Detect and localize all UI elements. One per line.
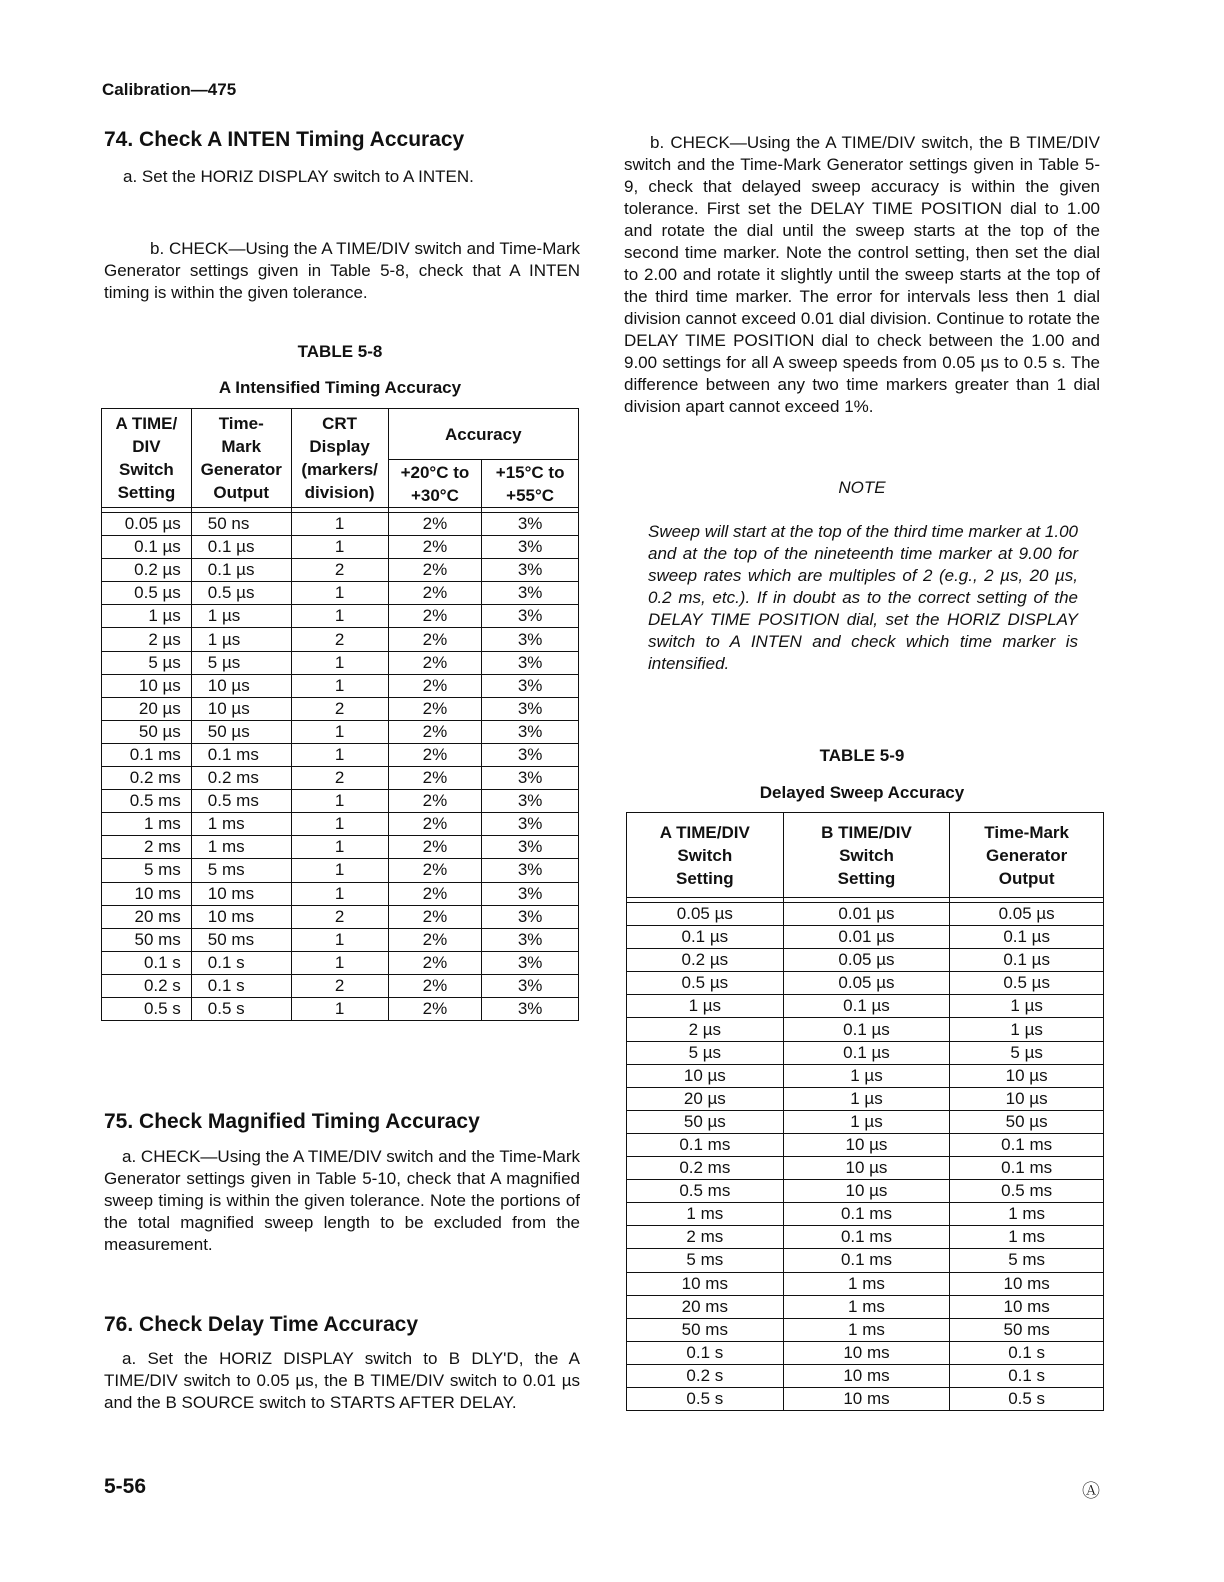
table-cell: 50 µs bbox=[102, 720, 192, 743]
table-cell: 0.1 ms bbox=[102, 743, 192, 766]
table-cell: 1 µs bbox=[102, 605, 192, 628]
table-cell: 1 bbox=[291, 813, 388, 836]
table-cell: 10 ms bbox=[950, 1295, 1104, 1318]
table-cell: 0.5 s bbox=[191, 997, 291, 1020]
table-cell: 0.05 µs bbox=[783, 949, 950, 972]
table-cell: 1 bbox=[291, 651, 388, 674]
table-cell: 0.5 µs bbox=[191, 582, 291, 605]
table-cell: 2% bbox=[388, 697, 482, 720]
table-cell: 2% bbox=[388, 674, 482, 697]
table-cell: 2 µs bbox=[627, 1018, 784, 1041]
table-row bbox=[102, 513, 579, 536]
table-cell: 0.1 µs bbox=[102, 536, 192, 559]
table-cell: 0.05 µs bbox=[950, 903, 1104, 926]
table-cell: 3% bbox=[482, 674, 579, 697]
table-cell: 10 µs bbox=[950, 1087, 1104, 1110]
table-cell: 1 ms bbox=[783, 1272, 950, 1295]
table-5-8-header-acc-20-30: +20°C to +30°C bbox=[388, 460, 482, 508]
table-cell: 10 µs bbox=[191, 674, 291, 697]
table-5-9 bbox=[626, 812, 1104, 1411]
table-cell: 2% bbox=[388, 882, 482, 905]
table-cell: 3% bbox=[482, 951, 579, 974]
table-cell: 1 µs bbox=[627, 995, 784, 1018]
table-5-9-header-a-time-div: A TIME/DIV Switch Setting bbox=[627, 813, 784, 898]
table-row bbox=[102, 767, 579, 790]
table-row bbox=[627, 1133, 1104, 1156]
table-cell: 0.1 s bbox=[627, 1341, 784, 1364]
table-5-8-header-time-mark: Time- Mark Generator Output bbox=[191, 409, 291, 508]
table-cell: 0.1 µs bbox=[191, 559, 291, 582]
table-row bbox=[102, 743, 579, 766]
table-cell: 10 µs bbox=[191, 697, 291, 720]
table-row bbox=[102, 997, 579, 1020]
table-cell: 0.1 s bbox=[102, 951, 192, 974]
table-cell: 1 bbox=[291, 582, 388, 605]
table-cell: 1 µs bbox=[950, 995, 1104, 1018]
table-5-8-title: A Intensified Timing Accuracy bbox=[218, 378, 462, 397]
table-cell: 2% bbox=[388, 905, 482, 928]
table-cell: 2% bbox=[388, 582, 482, 605]
table-cell: 0.1 ms bbox=[191, 743, 291, 766]
table-cell: 3% bbox=[482, 974, 579, 997]
table-cell: 2% bbox=[388, 720, 482, 743]
table-cell: 2% bbox=[388, 559, 482, 582]
table-cell: 0.2 ms bbox=[102, 767, 192, 790]
table-row bbox=[102, 559, 579, 582]
table-row bbox=[102, 536, 579, 559]
section-74-step-b: b. CHECK—Using the A TIME/DIV switch and Time-Mark Generator settings given in Table 5-8, check that A INTEN timing is within the given tolerance. bbox=[104, 239, 580, 302]
table-cell: 3% bbox=[482, 790, 579, 813]
table-cell: 0.1 s bbox=[191, 951, 291, 974]
table-cell: 1 ms bbox=[191, 836, 291, 859]
table-cell: 3% bbox=[482, 582, 579, 605]
table-row bbox=[627, 1180, 1104, 1203]
table-5-9-header-b-time-div: B TIME/DIV Switch Setting bbox=[783, 813, 950, 898]
table-cell: 5 ms bbox=[102, 859, 192, 882]
table-5-9-title: Delayed Sweep Accuracy bbox=[759, 783, 965, 802]
section-74-title: 74. Check A INTEN Timing Accuracy bbox=[104, 128, 465, 151]
table-cell: 1 ms bbox=[102, 813, 192, 836]
table-cell: 2 bbox=[291, 905, 388, 928]
table-cell: 50 ms bbox=[191, 928, 291, 951]
table-row bbox=[102, 674, 579, 697]
table-cell: 2% bbox=[388, 605, 482, 628]
table-cell: 3% bbox=[482, 697, 579, 720]
table-cell: 3% bbox=[482, 997, 579, 1020]
table-cell: 1 bbox=[291, 720, 388, 743]
table-row bbox=[627, 972, 1104, 995]
table-cell: 0.1 s bbox=[950, 1341, 1104, 1364]
table-cell: 0.2 s bbox=[627, 1364, 784, 1387]
table-cell: 3% bbox=[482, 536, 579, 559]
table-cell: 1 ms bbox=[627, 1203, 784, 1226]
table-row bbox=[627, 995, 1104, 1018]
tektronix-logo-icon: Ⓐ bbox=[1082, 1481, 1100, 1501]
table-cell: 20 µs bbox=[627, 1087, 784, 1110]
table-cell: 1 bbox=[291, 536, 388, 559]
table-cell: 2% bbox=[388, 928, 482, 951]
table-5-9-number: TABLE 5-9 bbox=[819, 746, 905, 765]
table-cell: 0.2 µs bbox=[102, 559, 192, 582]
table-cell: 3% bbox=[482, 905, 579, 928]
table-5-8-header-a-time-div: A TIME/ DIV Switch Setting bbox=[102, 409, 192, 508]
table-row bbox=[102, 928, 579, 951]
table-cell: 1 ms bbox=[950, 1226, 1104, 1249]
table-cell: 50 µs bbox=[627, 1110, 784, 1133]
table-cell: 0.01 µs bbox=[783, 903, 950, 926]
note-label: NOTE bbox=[838, 478, 886, 497]
table-cell: 10 µs bbox=[627, 1064, 784, 1087]
table-row bbox=[102, 951, 579, 974]
table-row bbox=[627, 1018, 1104, 1041]
table-row bbox=[627, 926, 1104, 949]
table-cell: 0.1 µs bbox=[950, 926, 1104, 949]
table-cell: 0.1 ms bbox=[783, 1203, 950, 1226]
table-cell: 10 ms bbox=[627, 1272, 784, 1295]
table-cell: 2% bbox=[388, 628, 482, 651]
table-cell: 50 ms bbox=[627, 1318, 784, 1341]
table-cell: 3% bbox=[482, 628, 579, 651]
table-cell: 10 µs bbox=[102, 674, 192, 697]
table-cell: 10 µs bbox=[783, 1180, 950, 1203]
table-cell: 3% bbox=[482, 651, 579, 674]
table-cell: 1 µs bbox=[783, 1064, 950, 1087]
table-cell: 2 ms bbox=[627, 1226, 784, 1249]
table-5-8-header-accuracy: Accuracy bbox=[388, 409, 578, 460]
table-row bbox=[627, 1064, 1104, 1087]
table-cell: 5 ms bbox=[191, 859, 291, 882]
table-cell: 10 ms bbox=[783, 1364, 950, 1387]
table-cell: 2% bbox=[388, 813, 482, 836]
table-cell: 2% bbox=[388, 859, 482, 882]
table-cell: 0.1 ms bbox=[783, 1226, 950, 1249]
table-cell: 1 bbox=[291, 928, 388, 951]
table-5-8-number: TABLE 5-8 bbox=[297, 342, 383, 361]
table-cell: 1 bbox=[291, 882, 388, 905]
table-cell: 1 bbox=[291, 951, 388, 974]
table-row bbox=[102, 813, 579, 836]
table-5-8-header-acc-15-55: +15°C to +55°C bbox=[482, 460, 579, 508]
table-cell: 5 ms bbox=[627, 1249, 784, 1272]
table-cell: 20 ms bbox=[102, 905, 192, 928]
table-cell: 1 µs bbox=[783, 1087, 950, 1110]
table-row bbox=[102, 790, 579, 813]
table-cell: 2 ms bbox=[102, 836, 192, 859]
table-cell: 1 ms bbox=[191, 813, 291, 836]
table-row bbox=[627, 1226, 1104, 1249]
table-cell: 0.5 s bbox=[950, 1387, 1104, 1410]
table-cell: 1 ms bbox=[783, 1295, 950, 1318]
table-cell: 5 µs bbox=[102, 651, 192, 674]
table-cell: 1 µs bbox=[191, 605, 291, 628]
table-5-8 bbox=[101, 408, 579, 1021]
table-row bbox=[102, 859, 579, 882]
table-cell: 2% bbox=[388, 513, 482, 536]
table-cell: 2% bbox=[388, 790, 482, 813]
table-cell: 0.05 µs bbox=[627, 903, 784, 926]
table-cell: 10 ms bbox=[191, 905, 291, 928]
table-cell: 0.5 ms bbox=[627, 1180, 784, 1203]
table-row bbox=[627, 1087, 1104, 1110]
table-cell: 0.01 µs bbox=[783, 926, 950, 949]
table-row bbox=[102, 974, 579, 997]
table-cell: 3% bbox=[482, 813, 579, 836]
table-cell: 0.5 µs bbox=[627, 972, 784, 995]
table-cell: 3% bbox=[482, 859, 579, 882]
table-row bbox=[627, 903, 1104, 926]
table-cell: 0.5 µs bbox=[102, 582, 192, 605]
table-cell: 10 µs bbox=[783, 1157, 950, 1180]
table-cell: 2% bbox=[388, 536, 482, 559]
table-cell: 0.05 µs bbox=[783, 972, 950, 995]
section-76-step-a: a. Set the HORIZ DISPLAY switch to B DLY'D, the A TIME/DIV switch to 0.05 µs, the B TIME/DIV switch to 0.01 µs and the B SOURCE switch to STARTS AFTER DELAY. bbox=[104, 1349, 580, 1412]
table-cell: 0.1 µs bbox=[783, 1041, 950, 1064]
table-cell: 0.5 s bbox=[627, 1387, 784, 1410]
table-cell: 5 µs bbox=[627, 1041, 784, 1064]
table-cell: 0.05 µs bbox=[102, 513, 192, 536]
table-cell: 3% bbox=[482, 720, 579, 743]
table-cell: 10 ms bbox=[950, 1272, 1104, 1295]
table-cell: 1 bbox=[291, 513, 388, 536]
table-cell: 2% bbox=[388, 767, 482, 790]
table-cell: 3% bbox=[482, 605, 579, 628]
table-row bbox=[102, 905, 579, 928]
table-row bbox=[102, 720, 579, 743]
table-row bbox=[102, 605, 579, 628]
table-cell: 5 µs bbox=[191, 651, 291, 674]
section-75-title: 75. Check Magnified Timing Accuracy bbox=[104, 1110, 480, 1133]
table-cell: 0.1 µs bbox=[627, 926, 784, 949]
table-5-9-header-time-mark: Time-Mark Generator Output bbox=[950, 813, 1104, 898]
table-cell: 3% bbox=[482, 513, 579, 536]
table-cell: 1 bbox=[291, 836, 388, 859]
table-row bbox=[627, 1110, 1104, 1133]
table-cell: 5 µs bbox=[950, 1041, 1104, 1064]
table-cell: 0.2 s bbox=[102, 974, 192, 997]
table-cell: 1 µs bbox=[950, 1018, 1104, 1041]
table-row bbox=[102, 697, 579, 720]
table-cell: 1 bbox=[291, 605, 388, 628]
table-row bbox=[627, 1295, 1104, 1318]
table-cell: 3% bbox=[482, 836, 579, 859]
table-cell: 2 bbox=[291, 767, 388, 790]
table-cell: 0.1 µs bbox=[783, 1018, 950, 1041]
table-cell: 1 bbox=[291, 859, 388, 882]
table-cell: 0.1 s bbox=[191, 974, 291, 997]
table-cell: 1 µs bbox=[783, 1110, 950, 1133]
table-cell: 3% bbox=[482, 882, 579, 905]
table-row bbox=[102, 836, 579, 859]
table-cell: 10 ms bbox=[783, 1341, 950, 1364]
table-cell: 1 bbox=[291, 674, 388, 697]
section-75-step-a: a. CHECK—Using the A TIME/DIV switch and the Time-Mark Generator settings given in Table 5-10, check that A magnified sweep timing is within the given tolerance. Note the portions of the total magnified sweep length to be excluded from the measurement. bbox=[104, 1147, 580, 1254]
table-cell: 0.1 µs bbox=[191, 536, 291, 559]
table-5-8-header-crt-display: CRT Display (markers/ division) bbox=[291, 409, 388, 508]
table-cell: 10 ms bbox=[191, 882, 291, 905]
table-row bbox=[627, 1364, 1104, 1387]
table-cell: 50 µs bbox=[950, 1110, 1104, 1133]
table-cell: 50 µs bbox=[191, 720, 291, 743]
table-row bbox=[102, 882, 579, 905]
table-cell: 0.2 µs bbox=[627, 949, 784, 972]
table-cell: 0.1 ms bbox=[950, 1157, 1104, 1180]
table-cell: 1 ms bbox=[950, 1203, 1104, 1226]
page-number: 5-56 bbox=[104, 1475, 147, 1498]
section-74-step-a: a. Set the HORIZ DISPLAY switch to A INTEN. bbox=[123, 167, 474, 186]
table-cell: 10 ms bbox=[783, 1387, 950, 1410]
table-cell: 1 µs bbox=[191, 628, 291, 651]
table-cell: 2% bbox=[388, 836, 482, 859]
table-cell: 1 bbox=[291, 790, 388, 813]
table-cell: 1 bbox=[291, 997, 388, 1020]
table-cell: 2% bbox=[388, 997, 482, 1020]
table-cell: 0.5 ms bbox=[950, 1180, 1104, 1203]
table-cell: 2% bbox=[388, 951, 482, 974]
running-head: Calibration—475 bbox=[102, 80, 237, 99]
table-row bbox=[627, 1041, 1104, 1064]
table-cell: 0.1 s bbox=[950, 1364, 1104, 1387]
section-76-title: 76. Check Delay Time Accuracy bbox=[104, 1313, 419, 1336]
table-cell: 2% bbox=[388, 974, 482, 997]
table-row bbox=[102, 582, 579, 605]
table-cell: 2 bbox=[291, 628, 388, 651]
table-cell: 5 ms bbox=[950, 1249, 1104, 1272]
table-cell: 1 bbox=[291, 743, 388, 766]
table-cell: 20 µs bbox=[102, 697, 192, 720]
table-row bbox=[627, 1249, 1104, 1272]
table-cell: 2% bbox=[388, 743, 482, 766]
table-cell: 2 bbox=[291, 559, 388, 582]
table-cell: 0.1 ms bbox=[950, 1133, 1104, 1156]
table-cell: 0.5 µs bbox=[950, 972, 1104, 995]
table-row bbox=[627, 1387, 1104, 1410]
table-cell: 2 bbox=[291, 974, 388, 997]
table-cell: 3% bbox=[482, 743, 579, 766]
table-row bbox=[627, 1272, 1104, 1295]
section-76-step-b: b. CHECK—Using the A TIME/DIV switch, the B TIME/DIV switch and the Time-Mark Generator settings given in Table 5-9, check that delayed sweep accuracy is within the given tolerance. First set the DELAY TIME POSITION dial to 1.00 and rotate the dial until the sweep starts at the top of the second time marker. Note the control setting, then set the dial to 2.00 and rotate it slightly until the sweep starts at the top of the third time marker. The error for intervals less then 1 dial division cannot exceed 0.01 dial division. Continue to rotate the DELAY TIME POSITION dial to check between the 1.00 and 9.00 settings for all A sweep speeds from 0.05 µs to 0.5 s. The difference between any two time markers greater than 1 dial division apart cannot exceed 1%. bbox=[624, 133, 1100, 416]
table-row bbox=[627, 1203, 1104, 1226]
table-cell: 2 µs bbox=[102, 628, 192, 651]
table-cell: 3% bbox=[482, 559, 579, 582]
note-text: Sweep will start at the top of the third time marker at 1.00 and at the top of the nineteenth time marker at 9.00 for sweep rates which are multiples of 2 (e.g., 2 µs, 20 µs, 0.2 ms, etc.). If in doubt as to the correct setting of the DELAY TIME POSITION dial, set the HORIZ DISPLAY switch to A INTEN and check which time marker is intensified. bbox=[648, 522, 1078, 673]
table-cell: 3% bbox=[482, 928, 579, 951]
table-cell: 0.5 ms bbox=[191, 790, 291, 813]
table-cell: 0.5 ms bbox=[102, 790, 192, 813]
table-cell: 0.1 µs bbox=[783, 995, 950, 1018]
table-row bbox=[627, 949, 1104, 972]
table-row bbox=[102, 628, 579, 651]
table-row bbox=[627, 1318, 1104, 1341]
table-cell: 2 bbox=[291, 697, 388, 720]
table-cell: 0.1 µs bbox=[950, 949, 1104, 972]
table-cell: 50 ns bbox=[191, 513, 291, 536]
table-cell: 50 ms bbox=[950, 1318, 1104, 1341]
table-cell: 20 ms bbox=[627, 1295, 784, 1318]
table-row bbox=[102, 651, 579, 674]
table-cell: 0.1 ms bbox=[783, 1249, 950, 1272]
table-cell: 10 µs bbox=[950, 1064, 1104, 1087]
table-cell: 3% bbox=[482, 767, 579, 790]
table-cell: 0.2 ms bbox=[191, 767, 291, 790]
table-cell: 0.5 s bbox=[102, 997, 192, 1020]
table-row bbox=[627, 1157, 1104, 1180]
table-cell: 0.2 ms bbox=[627, 1157, 784, 1180]
table-row bbox=[627, 1341, 1104, 1364]
table-cell: 0.1 ms bbox=[627, 1133, 784, 1156]
table-cell: 1 ms bbox=[783, 1318, 950, 1341]
table-cell: 10 µs bbox=[783, 1133, 950, 1156]
table-cell: 10 ms bbox=[102, 882, 192, 905]
table-cell: 50 ms bbox=[102, 928, 192, 951]
table-cell: 2% bbox=[388, 651, 482, 674]
